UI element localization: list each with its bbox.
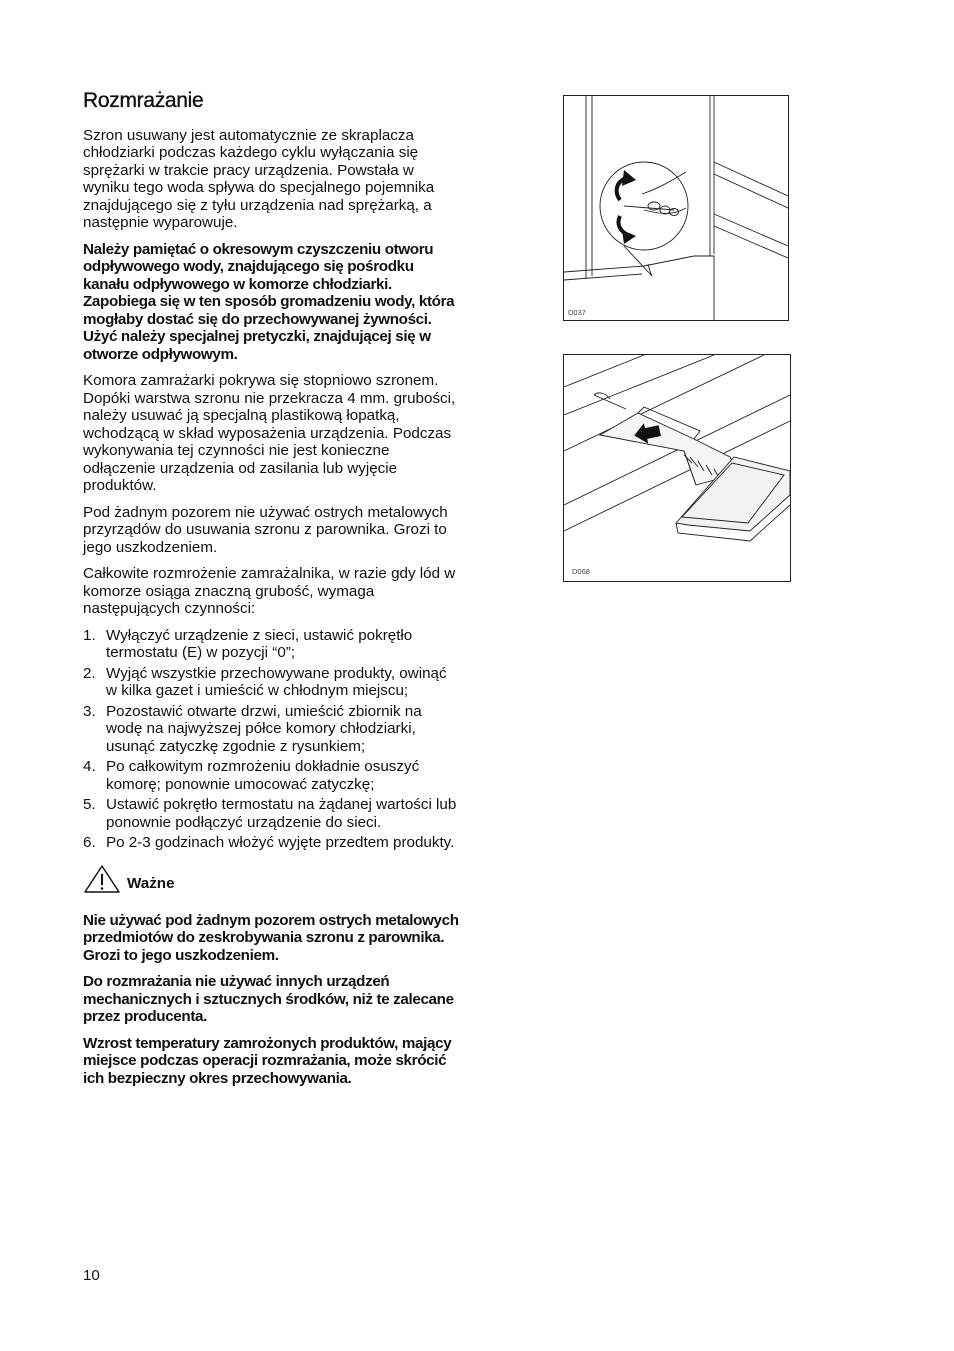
step-text: Wyjąć wszystkie przechowywane produkty, owinąć w kilka gazet i umieścić w chłodnym miejscu; <box>106 664 447 699</box>
step-text: Pozostawić otwarte drzwi, umieścić zbiornik na wodę na najwyższej półce komory chłodziarki, usunąć zatyczkę zgodnie z rysunkiem; <box>106 702 422 755</box>
list-item <box>83 665 461 700</box>
figure-scraper-tray <box>563 354 791 582</box>
list-item <box>83 703 461 756</box>
warning-label: Ważne <box>127 875 175 892</box>
figure-code: D037 <box>568 308 586 317</box>
drain-plug-cleaning-illustration <box>564 96 788 320</box>
paragraph: Pod żadnym pozorem nie używać ostrych metalowych przyrządów do usuwania szronu z parownika. Grozi to jego uszkodzeniem. <box>83 503 448 556</box>
warning-triangle-icon <box>83 864 121 894</box>
paragraph: Komora zamrażarki pokrywa się stopniowo szronem. Dopóki warstwa szronu nie przekracza 4 mm. grubości, należy usuwać ją specjalną plastikową łopatką, wchodzącą w skład wyposażenia urządzenia. Podczas wykonywania tej czynności nie jest konieczne odłączenie urządzenia od zasilania lub wyjęcie produktów. <box>83 372 456 494</box>
warning-paragraph: Wzrost temperatury zamrożonych produktów, mający miejsce podczas operacji rozmrażania, może skrócić ich bezpieczny okres przechowywania. <box>83 1034 452 1087</box>
step-number: 3. <box>83 702 96 720</box>
list-item <box>83 834 461 852</box>
page-title: Rozmrażanie <box>83 89 204 112</box>
step-number: 2. <box>83 664 96 682</box>
warning-paragraph: Do rozmrażania nie używać innych urządzeń mechanicznych i sztucznych środków, niż te zalecane przez producenta. <box>83 973 454 1025</box>
figure-code: D068 <box>572 567 590 576</box>
step-number: 5. <box>83 796 96 813</box>
page-number: 10 <box>83 1267 100 1284</box>
warning-heading <box>83 864 461 894</box>
step-number: 6. <box>83 834 96 851</box>
step-number: 1. <box>83 626 96 644</box>
text-column <box>83 89 461 1096</box>
scraper-tray-illustration <box>564 355 790 581</box>
paragraph: Szron usuwany jest automatycznie ze skraplacza chłodziarki podczas każdego cyklu wyłączania się sprężarki w trakcie pracy urządzenia. Powstała w wyniku tego woda spływa do specjalnego pojemnika znajdującego się z tyłu urządzenia nad sprężarką, a następnie wyparowuje. <box>83 126 435 231</box>
list-item <box>83 796 461 831</box>
steps-list <box>83 627 461 852</box>
step-text: Ustawić pokrętło termostatu na żądanej wartości lub ponownie podłączyć urządzenie do sieci. <box>106 796 457 831</box>
step-text: Po całkowitym rozmrożeniu dokładnie osuszyć komorę; ponownie umocować zatyczkę; <box>106 758 420 793</box>
step-text: Wyłączyć urządzenie z sieci, ustawić pokrętło termostatu (E) w pozycji “0”; <box>106 626 413 661</box>
list-item <box>83 627 461 662</box>
step-number: 4. <box>83 758 96 775</box>
list-item <box>83 758 461 793</box>
figure-drain-plug <box>563 95 789 321</box>
paragraph: Całkowite rozmrożenie zamrażalnika, w razie gdy lód w komorze osiąga znaczną grubość, wymaga następujących czynności: <box>83 565 456 617</box>
step-text: Po 2-3 godzinach włożyć wyjęte przedtem produkty. <box>106 834 455 851</box>
warning-paragraph: Nie używać pod żadnym pozorem ostrych metalowych przedmiotów do zeskrobywania szronu z parownika. Grozi to jego uszkodzeniem. <box>83 911 459 964</box>
bold-paragraph: Należy pamiętać o okresowym czyszczeniu otworu odpływowego wody, znajdującego się pośrodku kanału odpływowego w komorze chłodziarki. Zapobiega się w ten sposób gromadzeniu wody, która mogłaby dostać się do przechowywanej żywności. Użyć należy specjalnej pretyczki, znajdującej się w otworze odpływowym. <box>83 240 455 363</box>
